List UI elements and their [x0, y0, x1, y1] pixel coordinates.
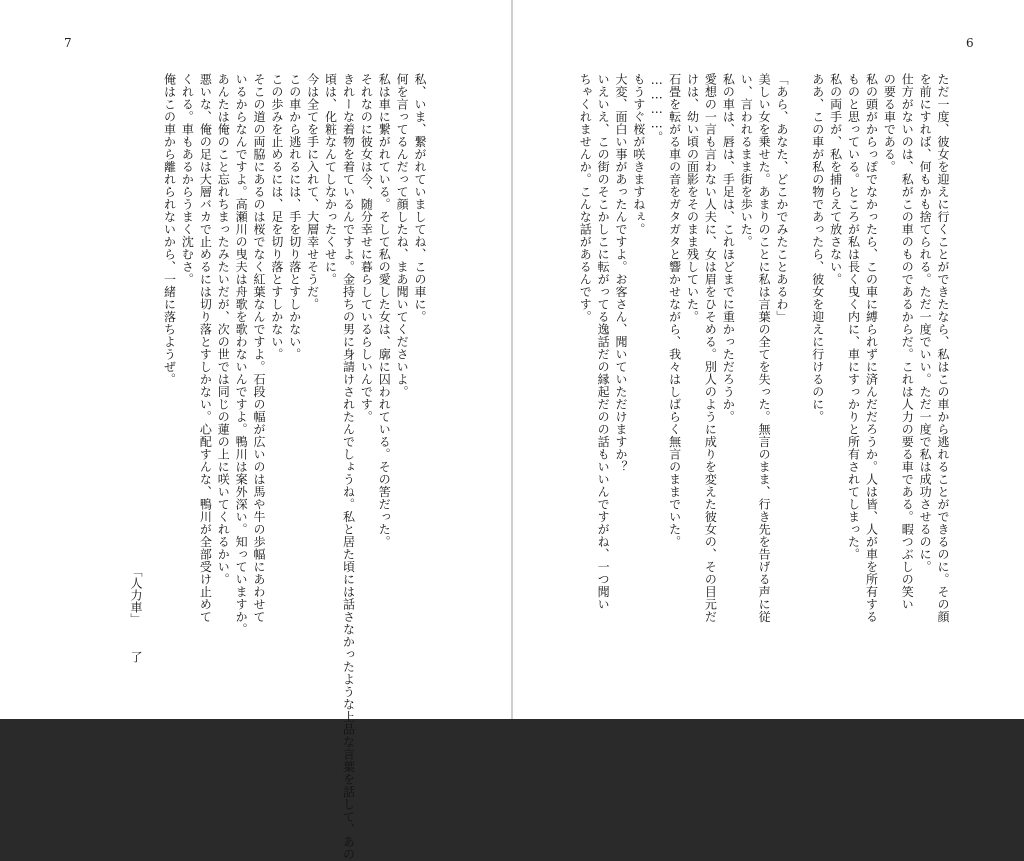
text-column: 頃は、化粧なんてしなかったくせに。: [323, 73, 338, 286]
text-column: 私の車は、唇は、手足は、これほどまでに重かっただろうか。: [721, 73, 736, 423]
text-column: いるからなんですよ。高瀬川の曳夫は舟歌を歌わないんですよ。鴨川は案外深い。知っていますか。: [234, 73, 249, 636]
page-number-left: 7: [64, 36, 72, 50]
left-page-text: [162, 73, 427, 861]
text-column: いえいえ、この街のそこかしこに転がってる逸話だの縁起だのの話もいいんですがね、一つ聞い: [596, 73, 611, 611]
text-column: 俺はこの車から離れられないから、一緒に落ちようぜ。: [162, 73, 177, 386]
text-column: きれーな着物を着ているんですよ。金持ちの男に身請けされたんでしょうね。私と居た頃には話さなかったような上品な言葉を話して、あの: [341, 73, 356, 861]
text-column: …………。: [649, 73, 664, 144]
text-column: 「あら、あなた、どこかでみたことあるわ」: [774, 73, 789, 323]
text-column: 石畳を転がる車の音をガタガタと響かせながら、我々はしばらく無言のままでいた。: [667, 73, 682, 548]
text-column: ものと思っている。ところが私は長く曳く内に、車にすっかりと所有されてしまった。: [846, 73, 861, 561]
text-column: 大変、面白い事があったんですよ。お客さん、聞いていただけますか？: [613, 73, 628, 473]
text-column: この車から逃れるには、手を切り落とすしかない。: [287, 73, 302, 361]
right-page: [513, 0, 1024, 719]
text-column: 悪いな、俺の足は大層バカで止めるには切り落とすしかない。心配すんな、鴨川が全部受け止めて: [198, 73, 213, 623]
left-page: [0, 0, 511, 861]
text-column: この歩みを止めるには、足を切り落とすしかない。: [269, 73, 284, 361]
text-column: 私の頭がからっぽでなかったら、この車に縛られずに済んだだろうか。人は皆、人が車を所有する: [864, 73, 879, 623]
text-column: もうすぐ桜が咲きますねぇ。: [631, 73, 646, 236]
text-column: 私、いま、繋がれていましてね、この車に。: [413, 73, 427, 323]
text-column: そこの道の両脇にあるのは桜でなく紅葉なんですよ。石段の幅が広いのは馬や牛の歩幅にあわせて: [251, 73, 266, 623]
end-mark: 了: [129, 651, 143, 663]
text-column: 何を言ってるんだって顔したね、まあ聞いてくださいよ。: [395, 73, 410, 398]
page-number-right: 6: [966, 36, 974, 50]
story-title-end: 「人力車」: [129, 565, 143, 625]
text-column: ただ一度、彼女を迎えに行くことができたなら、私はこの車から逃れることができるのに。その顔: [936, 73, 950, 623]
text-column: ああ、この車が私の物であったら、彼女を迎えに行けるのに。: [810, 73, 825, 423]
text-column: 私は車に繋がれている。そして私の愛した女は、廓に囚われている。その筈だった。: [377, 73, 392, 548]
text-column: けは、幼い頃の面影をそのまま残していた。: [685, 73, 700, 323]
text-column: 仕方がないのは、私がこの車のものであるからだ。これは人力の要る車である。暇つぶしの笑い: [900, 73, 915, 611]
text-column: 美しい女を乗せた。あまりのことに私は言葉の全てを失った。無言のまま、行き先を告げる声に従: [757, 73, 772, 623]
text-column: い、言われるまま街を歩いた。: [739, 73, 754, 248]
text-column: ちゃくれませんか。こんな話があるんです。: [578, 73, 593, 323]
text-column: あんたは俺のこと忘れちまったみたいだが、次の世では同じの蓮の上に咲いてくれるかい。: [216, 73, 231, 586]
text-column: それなのに彼女は今、随分幸せに暮らしているらしいんです。: [359, 73, 374, 423]
text-column: 私の両手が、私を捕らえて放さない。: [828, 73, 843, 286]
text-column: くれる。車もあるからうまく沈むさ。: [180, 73, 195, 286]
text-column: 今は全てを手に入れて、大層幸せそうだ。: [305, 73, 320, 311]
text-column: 愛想の一言も言わない人夫に、女は眉をひそめる。別人のように成りを変えた彼女の、その目元だ: [703, 73, 718, 623]
right-page-text: [579, 73, 949, 673]
text-column: を前にすれば、何もかも捨てられる。ただ一度でいい。ただ一度で私は成功させるのに。: [918, 73, 933, 573]
text-column: の要る車である。: [882, 73, 897, 173]
